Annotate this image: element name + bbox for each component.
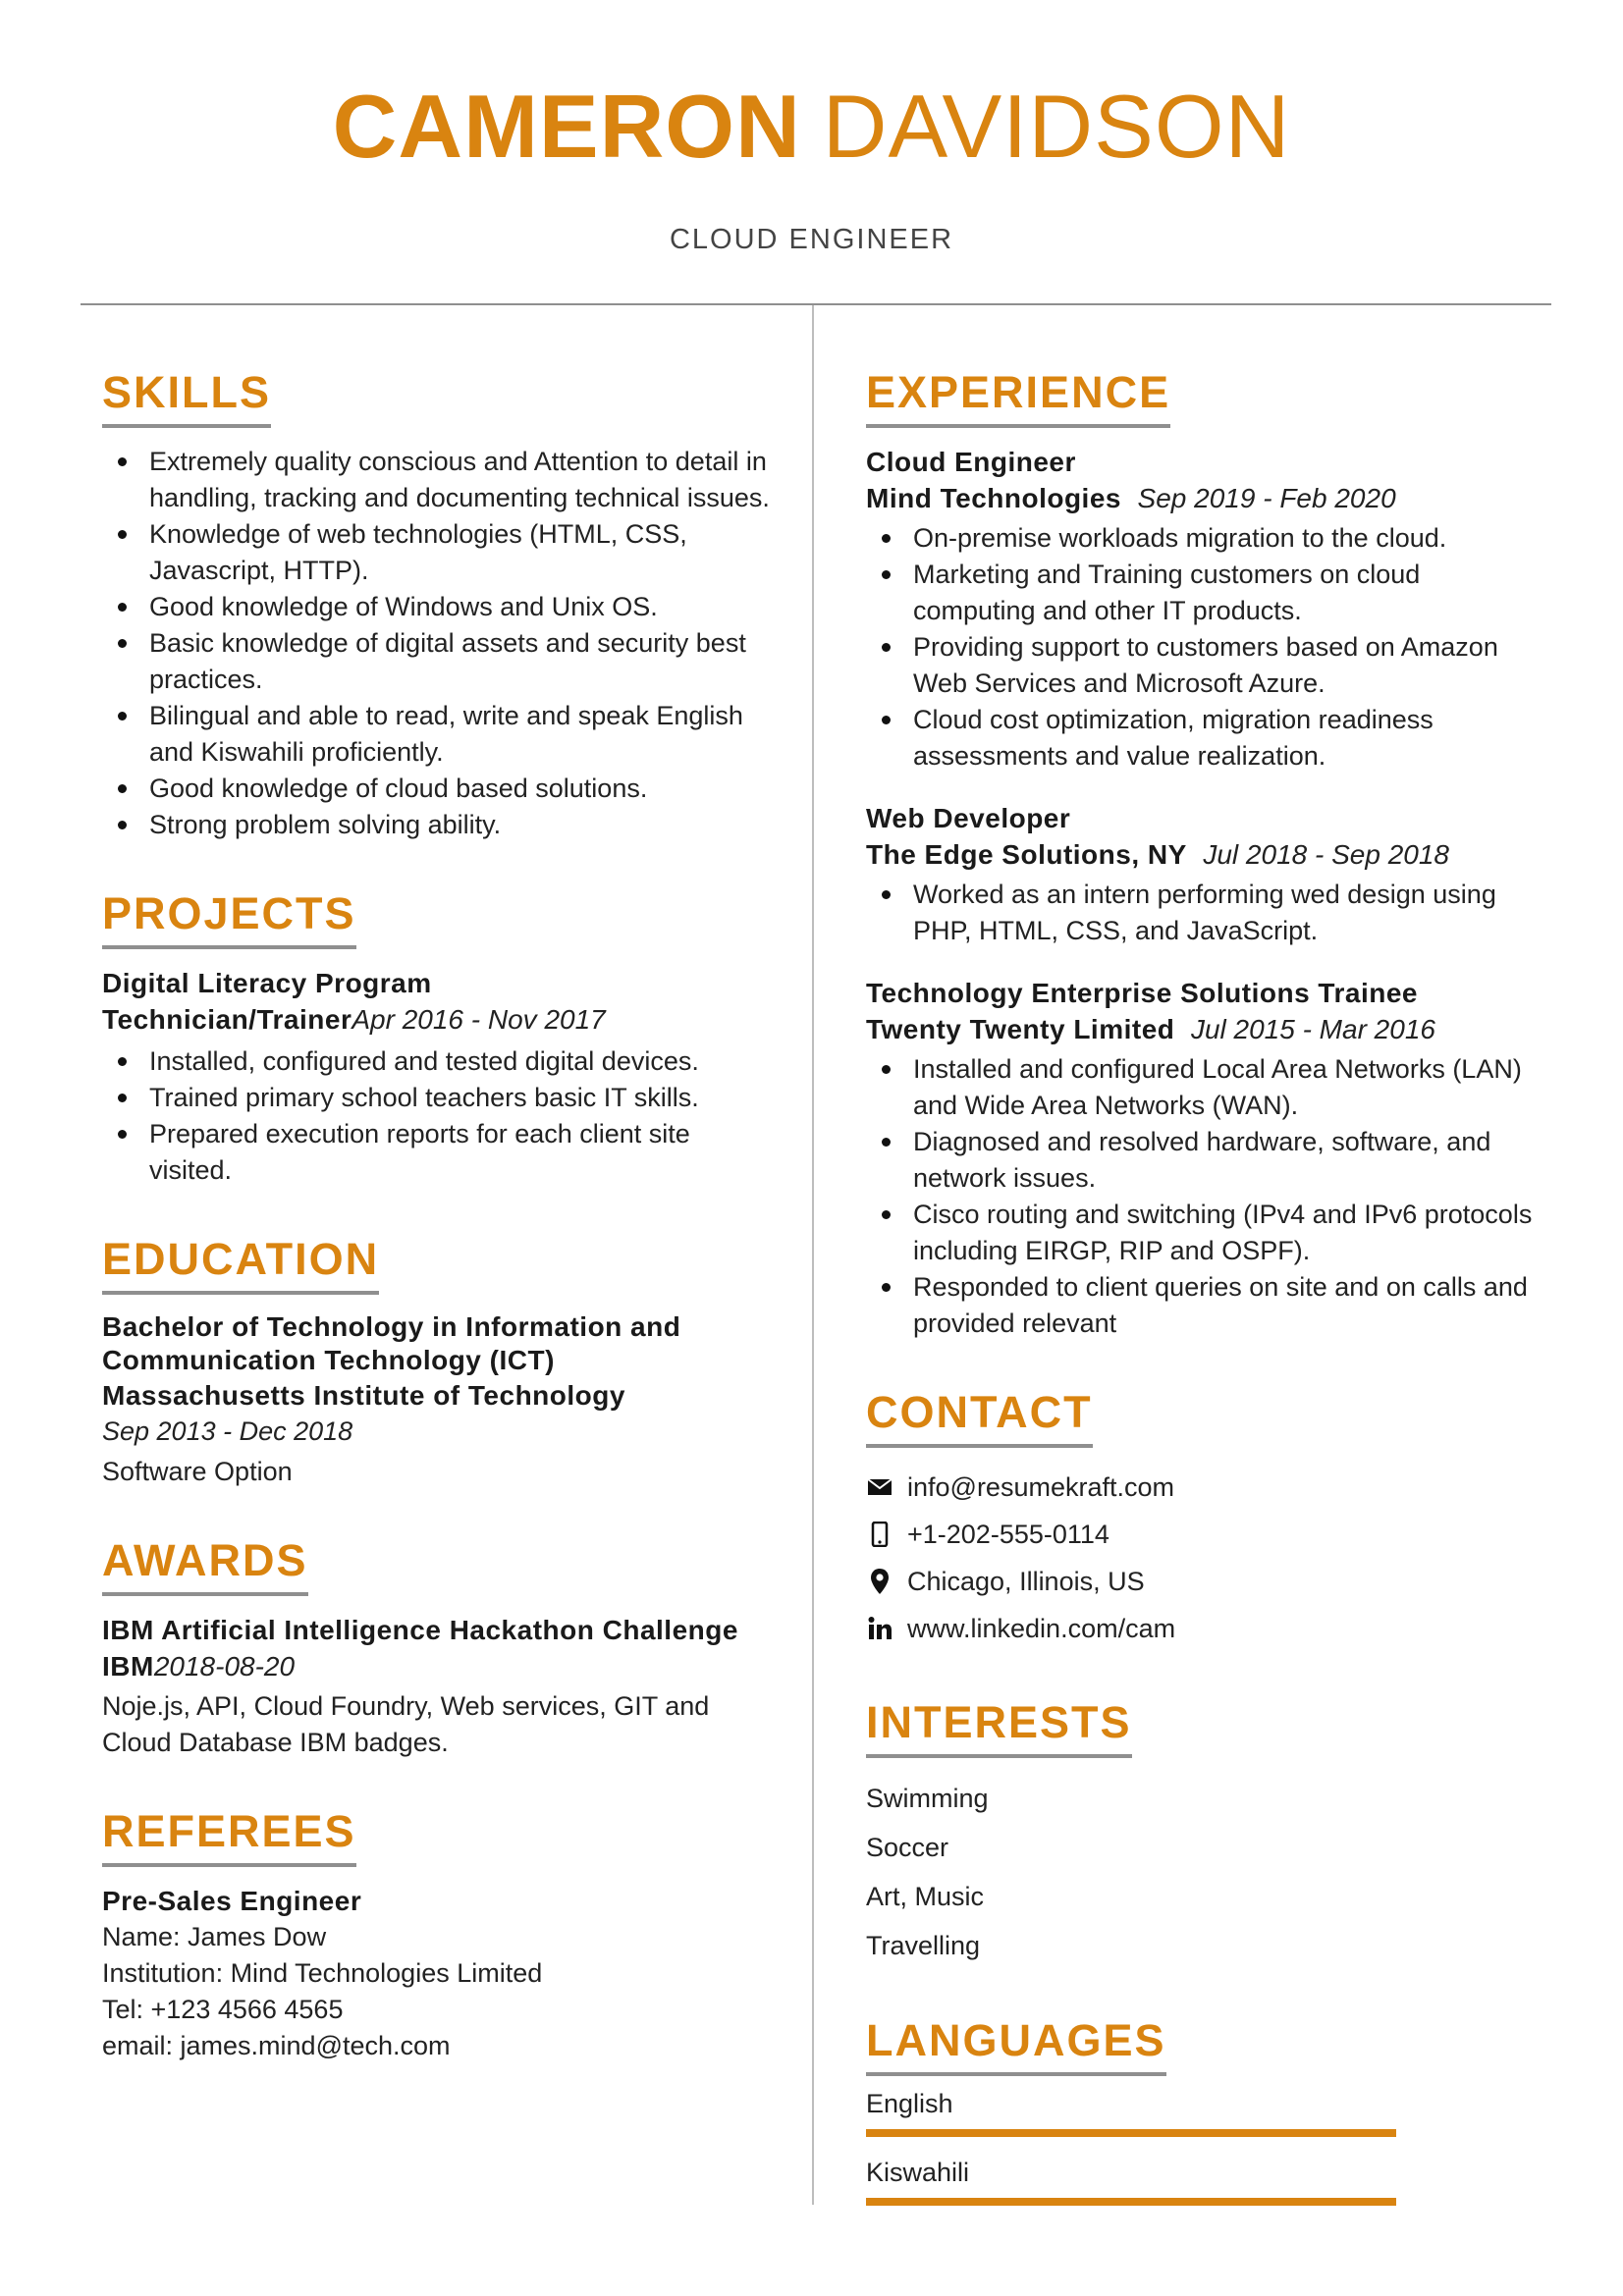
list-item: Providing support to customers based on Amazon Web Services and Microsoft Azure.: [866, 629, 1543, 702]
company-name: Twenty Twenty Limited: [866, 1014, 1175, 1044]
contact-section: [866, 1385, 1543, 1652]
left-column: [102, 365, 780, 2108]
list-item: Cloud cost optimization, migration readiness assessments and value realization.: [866, 702, 1543, 774]
language-level-bar: [866, 2129, 1396, 2137]
languages-section: [866, 2013, 1543, 2206]
contact-text[interactable]: info@resumekraft.com: [907, 1471, 1174, 1502]
degree-line: Bachelor of Technology in Information and: [102, 1311, 681, 1342]
project-title: Digital Literacy Program: [102, 968, 432, 998]
education-date: Sep 2013 - Dec 2018: [102, 1416, 353, 1446]
job-title: Technology Enterprise Solutions Trainee: [866, 978, 1418, 1008]
language-name: Kiswahili: [866, 2158, 970, 2187]
job-bullets: [866, 520, 1543, 774]
language-level-fill: [866, 2198, 1396, 2206]
list-item: Knowledge of web technologies (HTML, CSS, Javascript, HTTP).: [102, 516, 780, 589]
award-issuer: IBM: [102, 1651, 154, 1682]
interests-section: [866, 1695, 1543, 1970]
list-item: Extremely quality conscious and Attention to detail in handling, tracking and documenting technical issues.: [102, 444, 780, 516]
education-note: Software Option: [102, 1457, 293, 1486]
candidate-name: [0, 77, 1623, 179]
awards-section: [102, 1533, 780, 1761]
skills-list: [102, 444, 780, 843]
referee-email: email: james.mind@tech.com: [102, 2031, 451, 2060]
list-item: Basic knowledge of digital assets and security best practices.: [102, 625, 780, 698]
skills-section: [102, 365, 780, 843]
job-entry: [866, 444, 1543, 774]
job-bullets: [866, 877, 1543, 949]
column-divider: [812, 305, 814, 2205]
contact-text[interactable]: www.linkedin.com/cam: [907, 1613, 1176, 1643]
interest-item: Swimming: [866, 1784, 989, 1813]
list-item: Prepared execution reports for each client site visited.: [102, 1116, 780, 1189]
job-date: Jul 2015 - Mar 2016: [1190, 1014, 1435, 1044]
list-item: Trained primary school teachers basic IT skills.: [102, 1080, 780, 1116]
interest-item: Art, Music: [866, 1882, 985, 1911]
job-title: CLOUD ENGINEER: [669, 224, 954, 255]
project-role: Technician/Trainer: [102, 1004, 352, 1035]
location-pin-icon: [866, 1568, 893, 1595]
section-heading: EXPERIENCE: [866, 365, 1170, 428]
job-date: Sep 2019 - Feb 2020: [1137, 483, 1396, 513]
job-bullets: [866, 1051, 1543, 1342]
list-item: Worked as an intern performing wed design using PHP, HTML, CSS, and JavaScript.: [866, 877, 1543, 949]
linkedin-icon: [866, 1615, 893, 1642]
school-name: Massachusetts Institute of Technology: [102, 1380, 625, 1411]
first-name: CAMERON: [332, 78, 801, 177]
envelope-icon: [866, 1473, 893, 1501]
section-heading: PROJECTS: [102, 886, 356, 949]
section-heading: AWARDS: [102, 1533, 308, 1596]
language-name: English: [866, 2089, 953, 2118]
contact-location: [866, 1558, 1543, 1605]
job-title: Cloud Engineer: [866, 447, 1076, 477]
language-level-fill: [866, 2129, 1396, 2137]
list-item: Cisco routing and switching (IPv4 and IPv6 protocols including EIRGP, RIP and OSPF).: [866, 1197, 1543, 1269]
referee-tel: Tel: +123 4566 4565: [102, 1995, 344, 2024]
section-heading: SKILLS: [102, 365, 271, 428]
list-item: Installed, configured and tested digital devices.: [102, 1043, 780, 1080]
job-title: Web Developer: [866, 803, 1071, 833]
contact-email: [866, 1464, 1543, 1511]
list-item: Strong problem solving ability.: [102, 807, 780, 843]
section-heading: CONTACT: [866, 1385, 1093, 1448]
education-section: [102, 1232, 780, 1490]
project-date: Apr 2016 - Nov 2017: [352, 1004, 606, 1035]
interest-item: Travelling: [866, 1931, 981, 1960]
projects-section: [102, 886, 780, 1189]
referee-title: Pre-Sales Engineer: [102, 1886, 362, 1916]
section-heading: INTERESTS: [866, 1695, 1132, 1758]
section-heading: REFEREES: [102, 1804, 356, 1867]
list-item: Diagnosed and resolved hardware, software, and network issues.: [866, 1124, 1543, 1197]
contact-linkedin: [866, 1605, 1543, 1652]
referee-institution: Institution: Mind Technologies Limited: [102, 1958, 543, 1988]
last-name: DAVIDSON: [822, 78, 1291, 177]
job-entry: [866, 975, 1543, 1342]
referee-name: Name: James Dow: [102, 1922, 327, 1951]
section-heading: LANGUAGES: [866, 2013, 1166, 2076]
list-item: Responded to client queries on site and on calls and provided relevant: [866, 1269, 1543, 1342]
interest-item: Soccer: [866, 1833, 949, 1862]
contact-phone: [866, 1511, 1543, 1558]
award-title: IBM Artificial Intelligence Hackathon Challenge: [102, 1615, 738, 1645]
list-item: Marketing and Training customers on cloud computing and other IT products.: [866, 557, 1543, 629]
phone-icon: [866, 1521, 893, 1548]
section-heading: EDUCATION: [102, 1232, 379, 1295]
list-item: Installed and configured Local Area Networks (LAN) and Wide Area Networks (WAN).: [866, 1051, 1543, 1124]
company-name: Mind Technologies: [866, 483, 1121, 513]
project-bullets: [102, 1043, 780, 1189]
job-entry: [866, 800, 1543, 949]
list-item: Good knowledge of cloud based solutions.: [102, 771, 780, 807]
contact-text: Chicago, Illinois, US: [907, 1566, 1145, 1596]
header-divider: [81, 303, 1551, 305]
experience-section: [866, 365, 1543, 1342]
referees-section: [102, 1804, 780, 2064]
language-level-bar: [866, 2198, 1396, 2206]
list-item: Bilingual and able to read, write and speak English and Kiswahili proficiently.: [102, 698, 780, 771]
award-date: 2018-08-20: [153, 1651, 296, 1682]
degree-line: Communication Technology (ICT): [102, 1345, 555, 1375]
list-item: On-premise workloads migration to the cloud.: [866, 520, 1543, 557]
contact-text[interactable]: +1-202-555-0114: [907, 1519, 1109, 1549]
company-name: The Edge Solutions, NY: [866, 839, 1187, 870]
job-date: Jul 2018 - Sep 2018: [1203, 839, 1449, 870]
list-item: Good knowledge of Windows and Unix OS.: [102, 589, 780, 625]
right-column: [866, 365, 1543, 2249]
award-description: Noje.js, API, Cloud Foundry, Web services, GIT and Cloud Database IBM badges.: [102, 1691, 710, 1757]
